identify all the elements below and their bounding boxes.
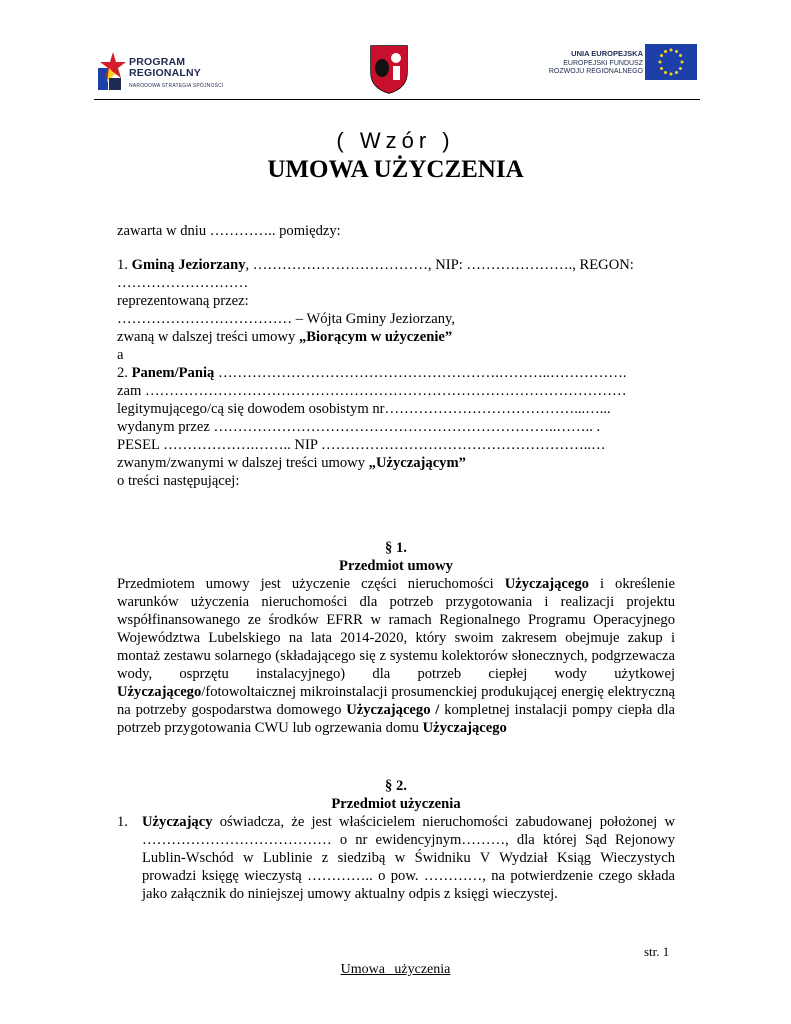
section1-bold-2: Użyczającego xyxy=(117,684,202,700)
section1-heading: Przedmiot umowy xyxy=(339,558,453,574)
eu-line1: UNIA EUROPEJSKA xyxy=(571,49,643,58)
star-logo-icon xyxy=(95,48,131,96)
page-number: str. 1 xyxy=(644,944,670,959)
section2-item-1-bold: Użyczający xyxy=(142,814,213,830)
party2-issued: wydanym przez ……………………………………………………………..…….. . xyxy=(117,419,601,435)
section1-bold-1: Użyczającego xyxy=(504,576,589,592)
program-logo-tagline: NARODOWA STRATEGIA SPÓJNOŚCI xyxy=(129,83,224,89)
eu-logo xyxy=(537,32,705,92)
party1-name: Gminą Jeziorzany xyxy=(131,257,246,273)
document-body xyxy=(117,222,675,903)
party1-role: „Biorącym w użyczenie” xyxy=(298,329,453,345)
section2-item-1-number: 1. xyxy=(117,814,128,830)
party1-line xyxy=(117,256,675,292)
party2-line xyxy=(117,364,675,382)
eu-logo-text xyxy=(549,50,643,77)
section1-number: § 1. xyxy=(385,540,407,556)
program-logo-line2: REGIONALNY xyxy=(129,67,202,79)
party2-called-text: zwanym/zwanymi w dalszej treści umowy xyxy=(117,455,369,471)
party2-role: „Użyczającym” xyxy=(368,455,466,471)
section1-bold-4: Użyczającego xyxy=(422,720,507,736)
program-logo-line1: PROGRAM xyxy=(129,56,186,68)
section1-text-4: kompletnej instalacji pompy ciepła dla potrzeb przygotowania CWU lub ogrzewania domu xyxy=(117,702,676,736)
section1-paragraph xyxy=(117,575,675,737)
section2-item-1 xyxy=(117,813,675,903)
document-subtitle: ( Wzór ) xyxy=(336,128,455,153)
header-divider xyxy=(94,99,700,100)
party1-representative-label: reprezentowaną przez: xyxy=(117,293,249,309)
party1-number: 1. xyxy=(117,257,132,273)
footer-title: Umowa użyczenia xyxy=(340,962,451,977)
party1-called-text: zwaną w dalszej treści umowy xyxy=(117,329,299,345)
party2-address: zam ……………………………………………………………………………………… xyxy=(117,383,627,399)
eu-line2: EUROPEJSKI FUNDUSZ xyxy=(563,59,643,67)
section2-item-1-text xyxy=(142,813,675,903)
party2-pesel-nip: PESEL ……………….…….. NIP ………………………………………………..… xyxy=(117,437,606,453)
content-intro: o treści następującej: xyxy=(117,473,240,489)
party2-called xyxy=(117,454,675,472)
header-logos xyxy=(95,28,705,100)
eu-line3: ROZWOJU REGIONALNEGO xyxy=(548,68,643,75)
party1-details: , ………………………………, NIP: …………………., REGON: ……………………… xyxy=(117,257,634,291)
party1-called xyxy=(117,328,675,346)
section1-text-1: Przedmiotem umowy jest użyczenie części nieruchomości xyxy=(117,576,505,592)
section2-number: § 2. xyxy=(385,778,407,794)
party2-number: 2. xyxy=(117,365,132,381)
program-logo-title xyxy=(129,57,201,79)
and-conjunction: a xyxy=(117,347,124,363)
party2-name: Panem/Panią xyxy=(131,365,215,381)
date-line: zawarta w dniu ………….. pomiędzy: xyxy=(117,223,341,239)
document-title: UMOWA UŻYCZENIA xyxy=(267,156,524,183)
party2-name-field: ………………………………………………….………..……………. xyxy=(214,365,627,381)
program-regionalny-logo xyxy=(95,48,235,98)
eu-flag-icon xyxy=(645,44,697,80)
section1-text-2: i określenie warunków użyczenia nieruchomości dla potrzeb przygotowania i realizacji projektu współfinansowanego ze środków EFRR w ramach Regionalnego Programu Operacyjnego Województwa Lubelskiego na lata 2014-2020, który swoim zakresem obejmuje zakup i montaż zestawu solarnego (składającego się z systemu kolektorów słonecznych, podgrzewacza wody, osprzętu instalacyjnego) dla potrzeb ciepłej wody użytkowej xyxy=(117,576,675,682)
gmina-crest-icon xyxy=(369,44,409,94)
party1-representative: ……………………………… – Wójta Gminy Jeziorzany, xyxy=(117,311,456,327)
section2-item-1-body: oświadcza, że jest właścicielem nieruchomości zabudowanej położonej w ………………………………… o nr ewidencyjnym………, dla której Sąd Rejonowy Lublin-Wschód w Lublinie z siedzibą w Świdniku V Wydział Ksiąg Wieczystych prowadzi księgę wieczystą ………….. o pow. …………, na potwierdzenie czego składa jako załącznik do niniejszej umowy aktualny odpis z księgi wieczystej. xyxy=(142,814,675,902)
section2-heading: Przedmiot użyczenia xyxy=(331,796,461,812)
section1-bold-3: Użyczającego / xyxy=(346,702,440,718)
section1-text-3: /fotowoltaicznej mikroinstalacji prosumenckiej produkującej energię elektryczną na potrzeby gospodarstwa domowego xyxy=(117,684,675,718)
party2-id: legitymującego/cą się dowodem osobistym nr…………………………………...…... xyxy=(117,401,611,417)
